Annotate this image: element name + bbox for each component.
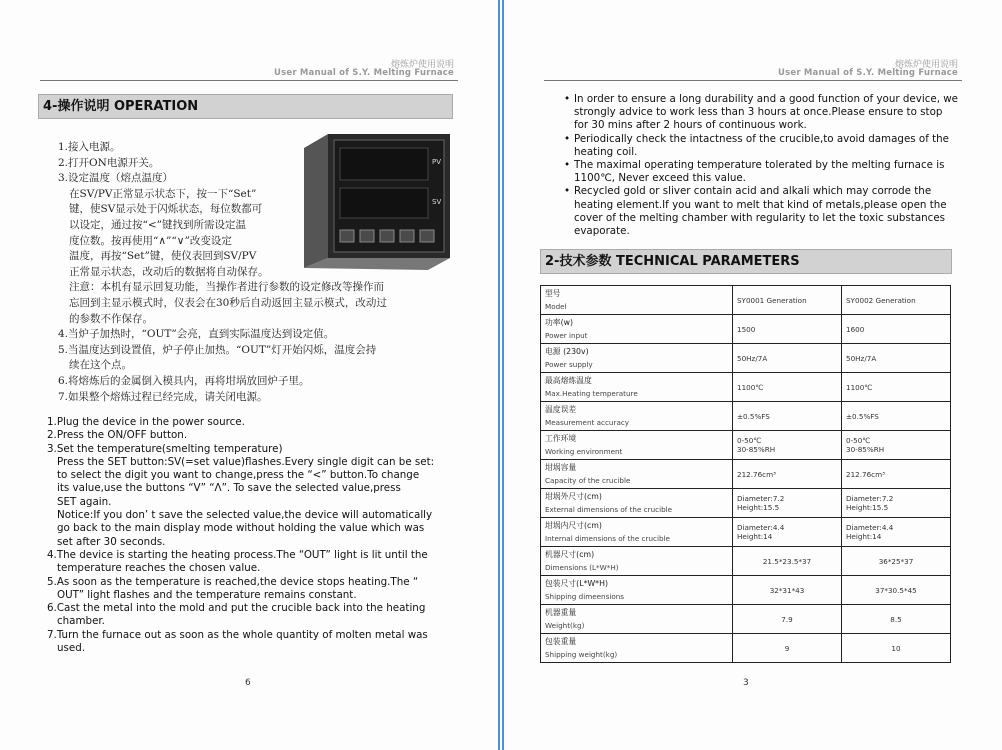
en-step: 1.Plug the device in the power source. — [47, 416, 245, 428]
en-step: 6.Cast the metal into the mold and put the crucible back into the heating — [47, 602, 426, 615]
en-step: used. — [57, 642, 86, 655]
en-step: 2.Press the ON/OFF button. — [47, 429, 188, 442]
cn-step: 温度，再按“Set”键，使仪表回到SV/PV — [69, 250, 257, 263]
param-value-sy0002: Diameter:7.2 Height:15.5 — [842, 489, 951, 518]
param-label-en: Capacity of the crucible — [545, 475, 631, 485]
param-label-cn: 温度误差 — [545, 404, 577, 414]
cn-step: 以设定，通过按“<”键找到所需设定温 — [69, 218, 247, 231]
table-row — [541, 605, 951, 634]
param-value-sy0002: ±0.5%FS — [842, 402, 951, 431]
param-value-sy0001: 9 — [733, 634, 842, 663]
cn-instructions — [58, 140, 453, 405]
table-row — [541, 344, 951, 373]
header-title-en: User Manual of S.Y. Melting Furnace — [778, 68, 958, 78]
header-title-cn: 熔炼炉使用说明 — [894, 60, 958, 70]
en-step: chamber. — [57, 615, 105, 628]
param-value-sy0001: 1100℃ — [733, 373, 842, 402]
param-label-en: Working environment — [545, 446, 623, 456]
en-step: OUT” light flashes and the temperature remains constant. — [57, 588, 357, 601]
en-step: 3.Set the temperature(smelting temperature) — [47, 442, 283, 455]
param-label-cell — [541, 605, 733, 634]
param-value-sy0002: 212.76cm³ — [842, 460, 951, 489]
param-label-cn: 最高熔炼温度 — [545, 375, 592, 385]
param-label-en: Power input — [545, 330, 588, 340]
en-step: 4.The device is starting the heating process.The “OUT” light is lit until the — [47, 548, 428, 561]
cn-step: 2.打开ON电源开关。 — [58, 156, 160, 169]
cn-step: 7.如果整个熔炼过程已经完成，请关闭电源。 — [58, 390, 268, 403]
header-title-en: User Manual of S.Y. Melting Furnace — [274, 68, 454, 78]
param-value-sy0002: 50Hz/7A — [842, 344, 951, 373]
sv-label: SV — [432, 198, 442, 206]
table-row — [541, 547, 951, 576]
param-label-cn: 包装尺寸(L*W*H) — [545, 578, 608, 588]
safety-note: • Periodically check the intactness of the crucible,to avoid damages of the heating coil. — [564, 133, 959, 159]
en-step: Press the SET button:SV(=set value)flashes.Every single digit can be set: — [57, 455, 435, 468]
param-label-en: Power supply — [545, 359, 593, 369]
section-title-operation: 4-操作说明 OPERATION — [38, 94, 453, 119]
page-number: 3 — [743, 678, 749, 688]
param-label-en: Internal dimensions of the crucible — [545, 533, 670, 543]
table-row — [541, 286, 951, 315]
param-label-cell — [541, 344, 733, 373]
param-label-cell — [541, 547, 733, 576]
table-row — [541, 576, 951, 605]
left-page — [0, 0, 500, 750]
cn-step: 续在这个点。 — [69, 359, 132, 372]
right-page — [502, 0, 1002, 750]
cn-step: 注意：本机有显示回复功能，当操作者进行参数的设定修改等操作而 — [69, 281, 384, 294]
param-value-sy0002: 37*30.5*45 — [842, 576, 951, 605]
param-label-en: Weight(kg) — [545, 620, 585, 630]
param-label-cn: 工作环境 — [545, 433, 577, 443]
param-value-sy0001: Diameter:4.4 Height:14 — [733, 518, 842, 547]
cn-step: 的参数不作保存。 — [69, 312, 153, 325]
header-divider — [544, 80, 962, 81]
param-label-en: Measurement accuracy — [545, 417, 630, 427]
param-value-sy0001: ±0.5%FS — [733, 402, 842, 431]
en-step: its value,use the buttons “V” “Λ”. To save the selected value,press — [57, 482, 401, 495]
cn-step: 5.当温度达到设置值，炉子停止加热。“OUT”灯开始闪烁，温度会持 — [58, 343, 377, 356]
table-row — [541, 431, 951, 460]
param-value-sy0001: 7.9 — [733, 605, 842, 634]
param-label-cn: 包装重量 — [545, 636, 577, 646]
table-row — [541, 489, 951, 518]
cn-step: 4.当炉子加热时，“OUT”会亮，直到实际温度达到设定值。 — [58, 328, 335, 341]
param-label-en: External dimensions of the crucible — [545, 504, 673, 514]
table-row — [541, 402, 951, 431]
safety-notes — [564, 93, 959, 238]
param-label-cell — [541, 373, 733, 402]
param-label-en: Max.Heating temperature — [545, 388, 638, 398]
param-label-en: Dimensions (L*W*H) — [545, 562, 619, 572]
param-label-cell — [541, 489, 733, 518]
safety-note: • The maximal operating temperature tolerated by the melting furnace is 1100℃, Never exceed this value. — [564, 159, 959, 185]
param-label-cn: 电源 (230v) — [545, 346, 589, 356]
param-value-sy0002: 36*25*37 — [842, 547, 951, 576]
param-label-cell — [541, 431, 733, 460]
en-step: go back to the main display mode without holding the value which was — [57, 522, 425, 535]
param-value-sy0001: Diameter:7.2 Height:15.5 — [733, 489, 842, 518]
table-row — [541, 460, 951, 489]
safety-note: • Recycled gold or sliver contain acid and alkali which may corrode the heating element.If you want to melt that kind of metals,please open the cover of the melting chamber with regularity to let the toxic substances evaporate. — [564, 185, 959, 238]
cn-step: 1.接入电源。 — [58, 141, 121, 153]
en-instructions — [47, 416, 447, 655]
param-label-cell — [541, 315, 733, 344]
section-title-technical-parameters: 2-技术参数 TECHNICAL PARAMETERS — [540, 249, 952, 274]
en-step: to select the digit you want to change,press the “<” button.To change — [57, 469, 420, 482]
en-step: temperature reaches the chosen value. — [57, 562, 261, 575]
param-label-cn: 坩埚容量 — [545, 462, 577, 472]
cn-step: 在SV/PV正常显示状态下，按一下“Set” — [69, 187, 257, 200]
param-value-sy0002: 8.5 — [842, 605, 951, 634]
header-divider — [40, 80, 458, 81]
param-value-sy0001: 50Hz/7A — [733, 344, 842, 373]
param-label-cell — [541, 286, 733, 315]
param-label-cn: 功率(w) — [545, 317, 574, 327]
param-label-cell — [541, 402, 733, 431]
safety-note: • In order to ensure a long durability and a good function of your device, we strongly advice to work less than 3 hours at once.Please ensure to stop for 30 mins after 2 hours of continuous work. — [564, 93, 959, 133]
cn-step: 正常显示状态，改动后的数据将自动保存。 — [69, 265, 269, 278]
param-label-cell — [541, 518, 733, 547]
cn-step: 6.将熔炼后的金属倒入模具内，再将坩埚放回炉子里。 — [58, 374, 310, 387]
pv-label: PV — [432, 158, 442, 166]
cn-step: 3.设定温度（熔点温度） — [58, 172, 174, 185]
param-label-cn: 机器尺寸(cm) — [545, 549, 595, 559]
param-value-sy0002: 10 — [842, 634, 951, 663]
param-label-cell — [541, 460, 733, 489]
param-value-sy0001: 0-50℃ 30-85%RH — [733, 431, 842, 460]
param-label-cn: 坩埚内尺寸(cm) — [545, 520, 602, 530]
param-value-sy0001: SY0001 Generation — [733, 286, 842, 315]
param-label-cell — [541, 576, 733, 605]
param-label-en: Shipping dimeensions — [545, 591, 625, 601]
param-value-sy0001: 21.5*23.5*37 — [733, 547, 842, 576]
param-value-sy0002: Diameter:4.4 Height:14 — [842, 518, 951, 547]
en-step: Notice:If you don’ t save the selected value,the device will automatically — [57, 509, 433, 522]
table-row — [541, 373, 951, 402]
cn-step: 键，使SV显示处于闪烁状态，每位数都可 — [69, 203, 263, 216]
param-label-cn: 型号 — [545, 288, 561, 298]
param-value-sy0002: 1100℃ — [842, 373, 951, 402]
header-title-cn: 熔炼炉使用说明 — [390, 60, 454, 70]
param-label-en: Model — [545, 301, 567, 311]
param-value-sy0001: 32*31*43 — [733, 576, 842, 605]
en-step: set after 30 seconds. — [57, 535, 166, 548]
technical-parameters-table — [540, 285, 951, 663]
param-value-sy0002: SY0002 Generation — [842, 286, 951, 315]
param-label-cell — [541, 634, 733, 663]
cn-step: 忘回到主显示模式时，仪表会在30秒后自动返回主显示模式，改动过 — [69, 296, 387, 309]
param-label-cn: 坩埚外尺寸(cm) — [545, 491, 602, 501]
page-number: 6 — [245, 678, 251, 688]
en-step: SET again. — [57, 495, 112, 508]
en-step: 5.As soon as the temperature is reached,the device stops heating.The “ — [47, 575, 419, 588]
param-value-sy0001: 212.76cm³ — [733, 460, 842, 489]
param-label-cn: 机器重量 — [545, 607, 577, 617]
cn-step: 度位数。按再使用“∧”“∨”改变设定 — [69, 234, 232, 247]
param-value-sy0002: 0-50℃ 30-85%RH — [842, 431, 951, 460]
table-row — [541, 518, 951, 547]
param-label-en: Shipping weight(kg) — [545, 649, 618, 659]
table-row — [541, 634, 951, 663]
param-value-sy0002: 1600 — [842, 315, 951, 344]
en-step: 7.Turn the furnace out as soon as the whole quantity of molten metal was — [47, 628, 428, 641]
table-row — [541, 315, 951, 344]
param-value-sy0001: 1500 — [733, 315, 842, 344]
